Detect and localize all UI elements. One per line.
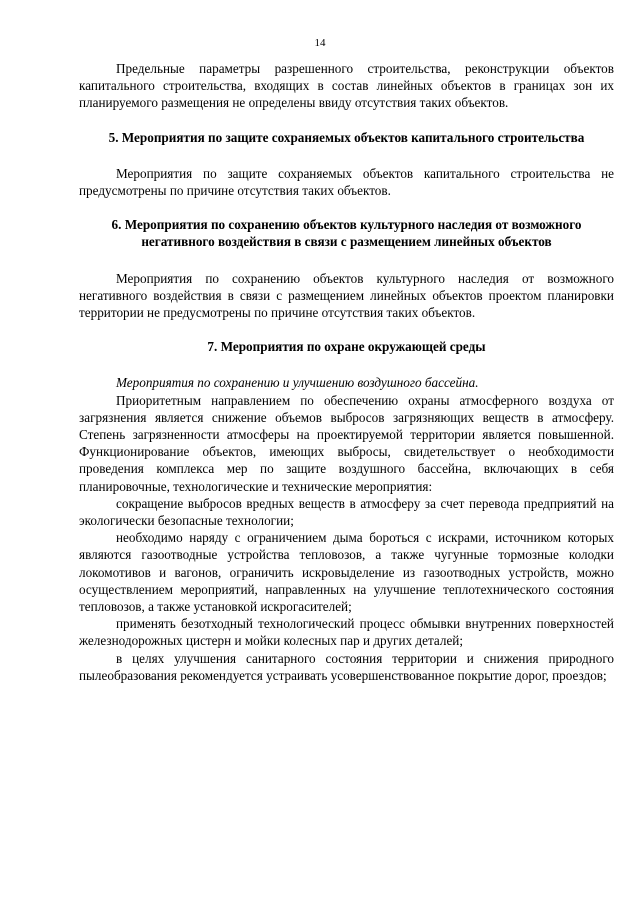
- section-7-subheading: Мероприятия по сохранению и улучшению воздушного бассейна.: [116, 375, 479, 391]
- section-6-paragraph: Мероприятия по сохранению объектов культурного наследия от возможного негативного воздействия в связи с размещением линейных объектов проектом планировки территории не предусмотрены по причине отсутствия таких объектов.: [79, 270, 614, 321]
- page-number: 14: [314, 37, 326, 49]
- section-7-paragraph-5: в целях улучшения санитарного состояния территории и снижения природного пылеобразования рекомендуется устраивать усовершенствованное покрытие дорог, проездов;: [79, 650, 614, 683]
- section-7-heading: 7. Мероприятия по охране окружающей среды: [207, 339, 486, 355]
- section-6-heading: 6. Мероприятия по сохранению объектов культурного наследия от возможного негативного воздействия в связи с размещением линейных объектов: [111, 217, 582, 250]
- section-5-paragraph: Мероприятия по защите сохраняемых объектов капитального строительства не предусмотрены по причине отсутствия таких объектов.: [79, 165, 614, 199]
- page-content: [79, 60, 614, 684]
- section-5-heading: 5. Мероприятия по защите сохраняемых объектов капитального строительства: [108, 129, 585, 145]
- section-7-paragraph-3: необходимо наряду с ограничением дыма бороться с искрами, источником которых являются газоотводные устройства тепловозов, а также чугунные тормозные колодки локомотивов и вагонов, ограничить искровыделение из газоотводных устройств, можно осуществлением мероприятий, направленных на улучшение теплотехнического состояния тепловозов, а также установкой искрогасителей;: [79, 530, 614, 615]
- section-7-paragraph-4: применять безотходный технологический процесс обмывки внутренних поверхностей железнодорожных цистерн и мойки колесных пар и других деталей;: [79, 616, 614, 649]
- section-7-paragraph-1: Приоритетным направлением по обеспечению охраны атмосферного воздуха от загрязнения является снижение объемов выбросов загрязняющих веществ в атмосферу. Степень загрязненности атмосферы на проектируемой территории является повышенной. Функционирование объектов, имеющих выбросы, свидетельствует о необходимости проведения комплекса мер по защите воздушного бассейна, включающих в себя планировочные, технологические и технические мероприятия:: [79, 392, 614, 494]
- section-7-paragraph-2: сокращение выбросов вредных веществ в атмосферу за счет перевода предприятий на экологически безопасные технологии;: [79, 495, 614, 529]
- intro-paragraph: Предельные параметры разрешенного строительства, реконструкции объектов капитального строительства, входящих в состав линейных объектов в границах зон их планируемого размещения не определены ввиду отсутствия таких объектов.: [79, 61, 614, 111]
